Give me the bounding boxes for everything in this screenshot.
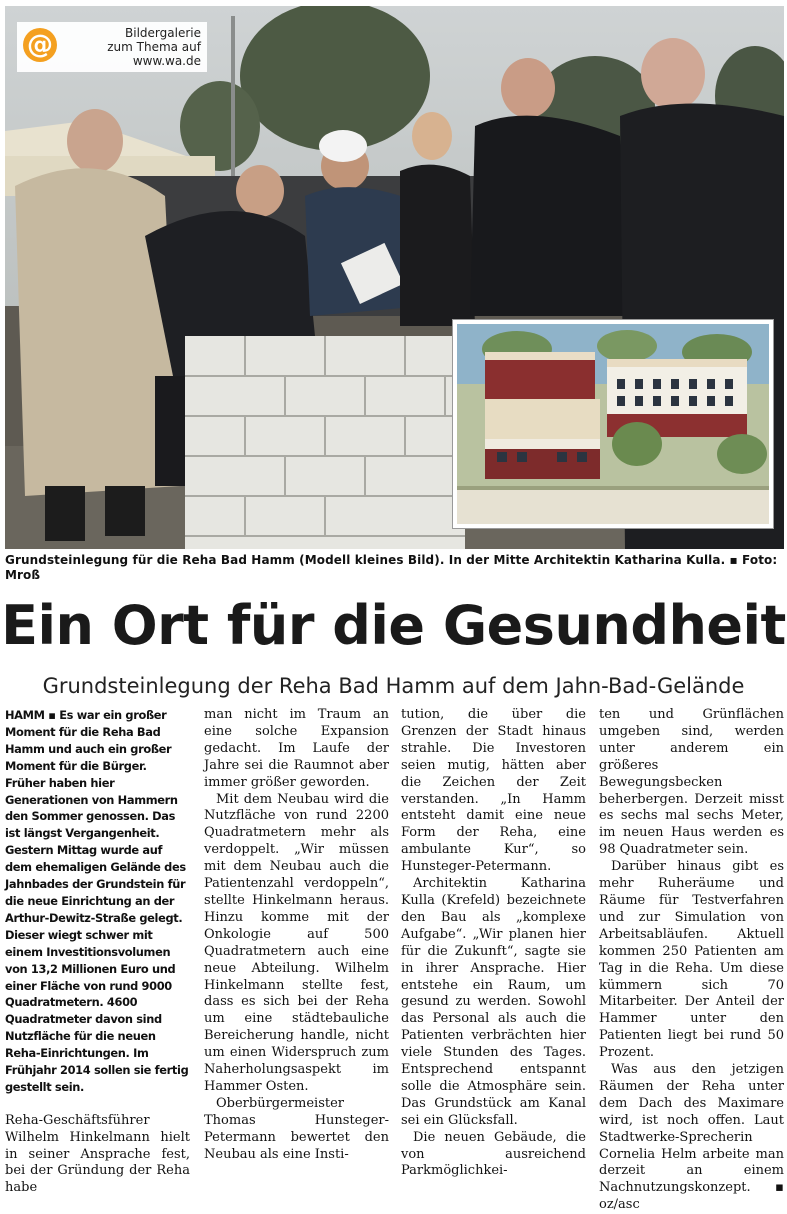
- body-paragraph: Was aus den jetzigen Räumen der Reha unter dem Dach des Maximare wird, ist noch offen. Laut Stadtwerke-Sprecherin Cornelia Helm arbeite man derzeit an einem Nachnutzungskonzept. ▪ oz/asc: [599, 1062, 784, 1213]
- body-paragraph: Darüber hinaus gibt es mehr Ruheräume und Räume für Testverfahren und zur Simulation von Arbeitsabläufen. Aktuell kommen 250 Patienten am Tag in die Reha. Um diese kümmern sich 70 Mitarbeiter. Der Anteil der Hammer unter den Patienten liegt bei rund 50 Prozent.: [599, 859, 784, 1061]
- lead-paragraph: HAMM ▪ Es war ein großer Moment für die Reha Bad Hamm und auch ein großer Moment für die Bürger. Früher haben hier Generationen von Hammern den Sommer genossen. Das ist längst Vergangenheit. Gestern Mittag wurde auf dem ehemaligen Gelände des Jahnbades der Grundstein für die neue Einrichtung an der Arthur-Dewitz-Straße gelegt. Dieser wiegt schwer mit einem Investitionsvolumen von 13,2 Millionen Euro und einer Fläche von rund 9000 Quadratmetern. 4600 Quadratmeter davon sind Nutzfläche für die neuen Reha-Einrichtungen. Im Frühjahr 2014 sollen sie fertig gestellt sein.: [5, 708, 189, 1094]
- at-sign-icon: @: [23, 28, 57, 62]
- gallery-line-2: zum Thema auf: [107, 40, 201, 54]
- photo-caption: Grundsteinlegung für die Reha Bad Hamm (Modell kleines Bild). In der Mitte Architektin Katharina Kulla. ▪ Foto: Mroß: [5, 553, 778, 582]
- gallery-line-1: Bildergalerie: [125, 26, 201, 40]
- gallery-link[interactable]: www.wa.de: [132, 54, 201, 68]
- article-column-3: [401, 707, 586, 1180]
- body-paragraph: Die neuen Gebäude, die von ausreichend Parkmöglichkei-: [401, 1129, 586, 1179]
- body-paragraph: ten und Grünflächen umgeben sind, werden unter anderem ein größeres Bewegungsbecken beherbergen. Derzeit misst es sechs mal sechs Meter, im neuen Haus werden es 98 Quadratmeter sein.: [599, 707, 784, 858]
- headline: Ein Ort für die Gesundheit: [1, 594, 786, 657]
- subheadline: Grundsteinlegung der Reha Bad Hamm auf dem Jahn-Bad-Gelände: [42, 674, 745, 698]
- body-paragraph: Oberbürgermeister Thomas Hunsteger-Petermann bewertet den Neubau als eine Insti-: [204, 1095, 389, 1162]
- body-paragraph: Mit dem Neubau wird die Nutzfläche von rund 2200 Quadratmetern mehr als verdoppelt. „Wir müssen mit dem Neubau auch die Patientenzahl verdoppeln“, stellte Hinkelmann heraus. Hinzu komme mit der Onkologie auf 500 Quadratmetern auch eine neue Abteilung. Wilhelm Hinkelmann stellte fest, dass es sich bei der Reha um eine städtebauliche Bereicherung handle, nicht um einen Widerspruch zum Naherholungsaspekt im Hammer Osten.: [204, 791, 389, 1094]
- building-model-illustration: [457, 324, 769, 524]
- gallery-badge-text: [66, 26, 201, 68]
- gallery-badge[interactable]: [17, 22, 207, 72]
- body-paragraph: tution, die über die Grenzen der Stadt hinaus strahle. Die Investoren seien mutig, hätten aber die Zeichen der Zeit verstanden. „In Hamm entsteht damit eine neue Form der Reha, eine ambulante Kur“, so Hunsteger-Petermann.: [401, 707, 586, 875]
- body-paragraph: man nicht im Traum an eine solche Expansion gedacht. Im Laufe der Jahre sei die Raumnot aber immer größer geworden.: [204, 707, 389, 790]
- body-paragraph: Reha-Geschäftsführer Wilhelm Hinkelmann hielt in seiner Ansprache fest, bei der Gründung der Reha habe: [5, 1112, 190, 1196]
- building-model-inset: [453, 320, 773, 528]
- body-paragraph: Architektin Katharina Kulla (Krefeld) bezeichnete den Bau als „komplexe Aufgabe“. „Wir planen hier für die Zukunft“, sagte sie in ihrer Ansprache. Hier entstehe ein Raum, um gesund zu werden. Sowohl das Personal als auch die Patienten verbrächten hier viele Stunden des Tages. Entsprechend entspannt solle die Atmosphäre sein. Das Grundstück am Kanal sei ein Glücksfall.: [401, 876, 586, 1128]
- article-column-2: [204, 707, 389, 1163]
- article-column-1: [5, 707, 190, 1197]
- article-column-4: [599, 707, 784, 1214]
